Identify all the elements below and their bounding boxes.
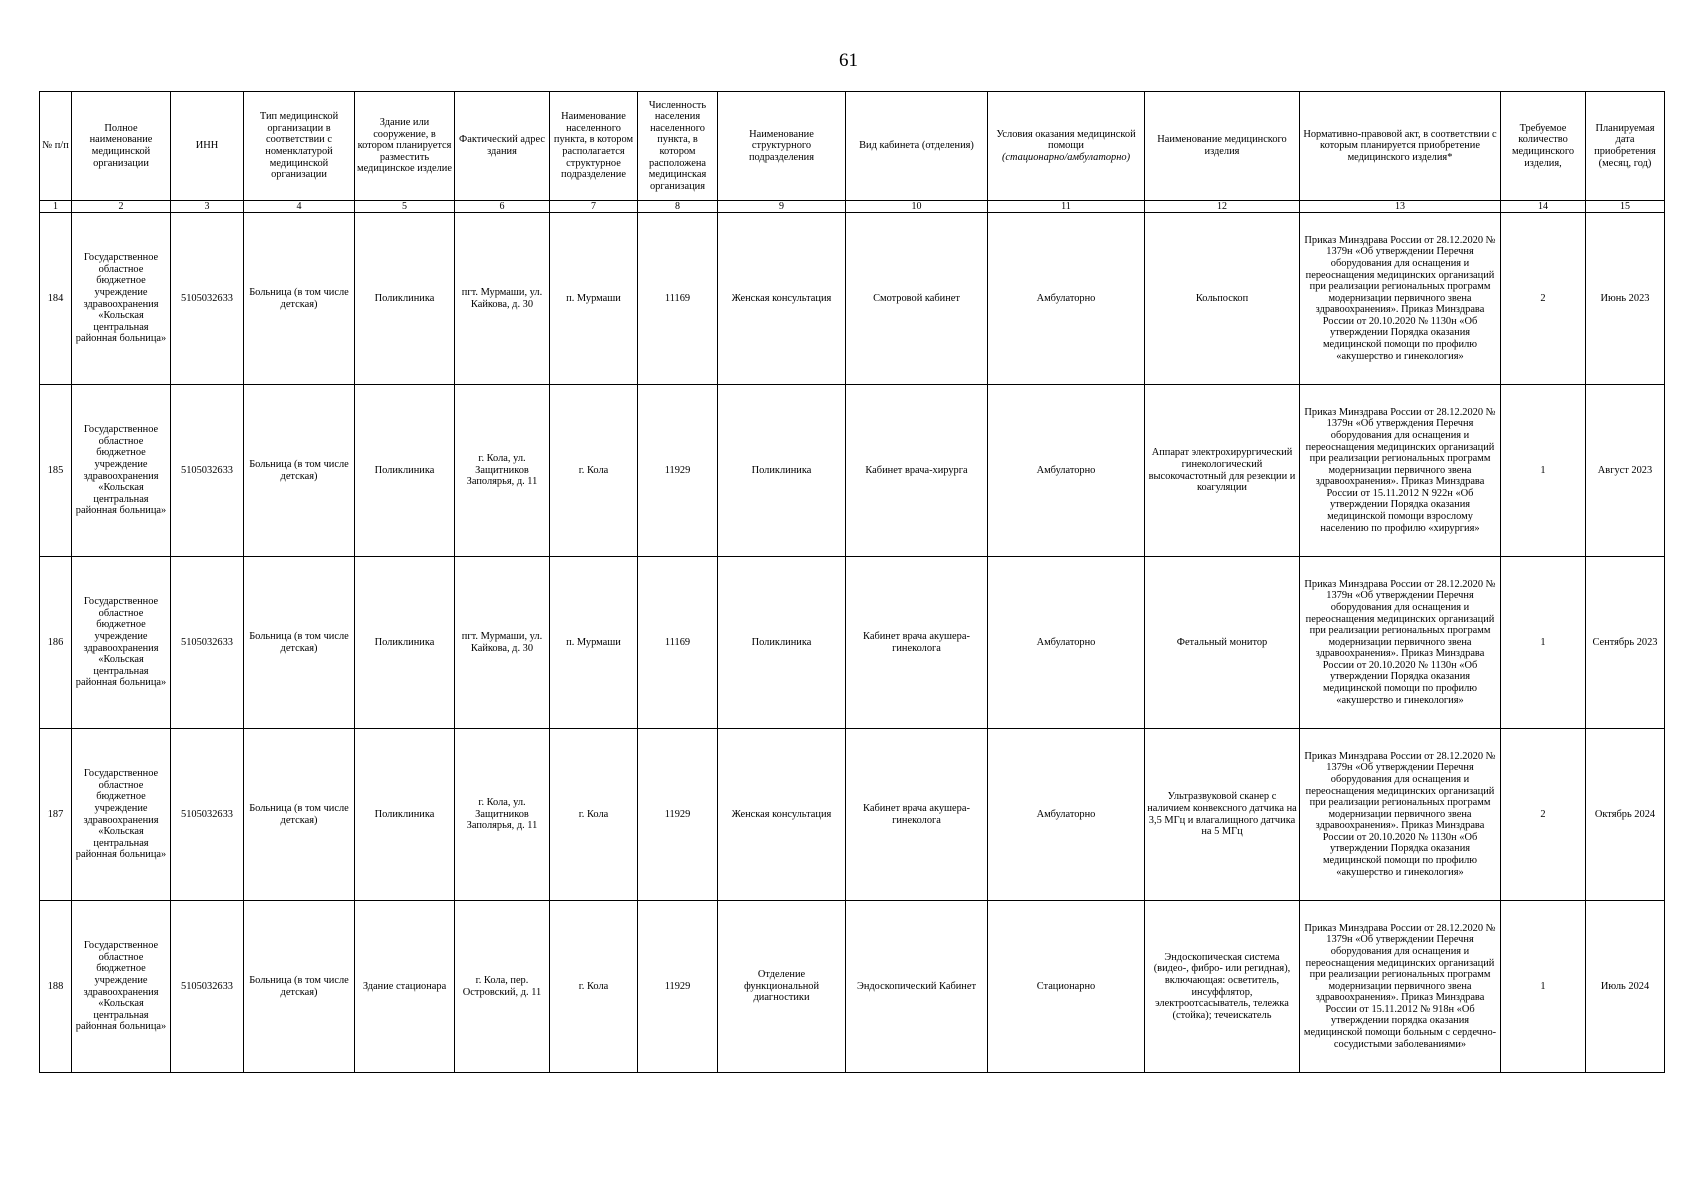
cell-date: Октябрь 2024 [1586, 729, 1665, 901]
cell-settlement: г. Кола [550, 901, 638, 1073]
header-cell-population: Численность населения населенного пункта, в котором расположена медицинская организация [638, 92, 718, 201]
cell-num: 185 [40, 385, 72, 557]
column-number: 10 [846, 201, 988, 213]
cell-unit: Отделение функциональной диагностики [718, 901, 846, 1073]
cell-building: Здание стационара [355, 901, 455, 1073]
cell-population: 11929 [638, 729, 718, 901]
cell-device: Ультразвуковой сканер с наличием конвексного датчика на 3,5 МГц и влагалищного датчика на 5 МГц [1145, 729, 1300, 901]
cell-device: Эндоскопическая система (видео-, фибро- или регидная), включающая: осветитель, инсуффлятор, электроотсасыватель, тележка (стойка); течеискатель [1145, 901, 1300, 1073]
cell-building: Поликлиника [355, 213, 455, 385]
column-number: 3 [171, 201, 244, 213]
header-cell-type: Тип медицинской организации в соответствии с номенклатурой медицинской организации [244, 92, 355, 201]
cell-org: Государственное областное бюджетное учреждение здравоохранения «Кольская центральная районная больница» [72, 385, 171, 557]
column-number: 14 [1501, 201, 1586, 213]
cell-law: Приказ Минздрава России от 28.12.2020 № 1379н «Об утверждении Перечня оборудования для оснащения и переоснащения медицинских организаций при реализации региональных программ модернизации первичного звена здравоохранения». Приказ Минздрава России от 20.10.2020 № 1130н «Об утверждении Порядка оказания медицинской помощи по профилю «акушерство и гинекология» [1300, 557, 1501, 729]
cell-date: Сентябрь 2023 [1586, 557, 1665, 729]
header-cell-conditions [988, 92, 1145, 201]
table-row [40, 901, 1665, 1073]
header-conditions-note: (стационарно/амбулаторно) [1001, 151, 1131, 163]
column-number: 4 [244, 201, 355, 213]
cell-device: Кольпоскоп [1145, 213, 1300, 385]
cell-address: г. Кола, ул. Защитников Заполярья, д. 11 [455, 385, 550, 557]
column-number: 5 [355, 201, 455, 213]
cell-population: 11169 [638, 557, 718, 729]
page-number: 61 [839, 50, 858, 71]
header-cell-settlement: Наименование населенного пункта, в котором располагается структурное подразделение [550, 92, 638, 201]
column-number: 9 [718, 201, 846, 213]
header-cell-address: Фактический адрес здания [455, 92, 550, 201]
cell-org: Государственное областное бюджетное учреждение здравоохранения «Кольская центральная районная больница» [72, 729, 171, 901]
cell-settlement: п. Мурмаши [550, 213, 638, 385]
cell-settlement: г. Кола [550, 385, 638, 557]
cell-type: Больница (в том числе детская) [244, 729, 355, 901]
cell-inn: 5105032633 [171, 385, 244, 557]
cell-address: пгт. Мурмаши, ул. Кайкова, д. 30 [455, 213, 550, 385]
header-row [40, 92, 1665, 201]
cell-conditions: Амбулаторно [988, 557, 1145, 729]
cell-settlement: г. Кола [550, 729, 638, 901]
table-row [40, 557, 1665, 729]
cell-device: Фетальный монитор [1145, 557, 1300, 729]
column-number: 15 [1586, 201, 1665, 213]
cell-date: Июнь 2023 [1586, 213, 1665, 385]
cell-qty: 2 [1501, 729, 1586, 901]
column-number: 11 [988, 201, 1145, 213]
column-number: 1 [40, 201, 72, 213]
equipment-table [39, 91, 1665, 1073]
header-cell-inn: ИНН [171, 92, 244, 201]
cell-unit: Женская консультация [718, 213, 846, 385]
header-cell-org: Полное наименование медицинской организации [72, 92, 171, 201]
cell-type: Больница (в том числе детская) [244, 213, 355, 385]
cell-conditions: Стационарно [988, 901, 1145, 1073]
cell-cabinet: Смотровой кабинет [846, 213, 988, 385]
cell-num: 188 [40, 901, 72, 1073]
cell-settlement: п. Мурмаши [550, 557, 638, 729]
header-cell-num: № п/п [40, 92, 72, 201]
cell-law: Приказ Минздрава России от 28.12.2020 № 1379н «Об утверждении Перечня оборудования для оснащения и переоснащения медицинских организаций при реализации региональных программ модернизации первичного звена здравоохранения». Приказ Минздрава России от 20.10.2020 № 1130н «Об утверждении Порядка оказания медицинской помощи по профилю «акушерство и гинекология» [1300, 213, 1501, 385]
cell-inn: 5105032633 [171, 901, 244, 1073]
cell-num: 184 [40, 213, 72, 385]
cell-cabinet: Кабинет врача-хирурга [846, 385, 988, 557]
column-number-row [40, 201, 1665, 213]
cell-org: Государственное областное бюджетное учреждение здравоохранения «Кольская центральная районная больница» [72, 901, 171, 1073]
cell-conditions: Амбулаторно [988, 729, 1145, 901]
header-cell-cabinet: Вид кабинета (отделения) [846, 92, 988, 201]
header-cell-device: Наименование медицинского изделия [1145, 92, 1300, 201]
cell-date: Август 2023 [1586, 385, 1665, 557]
cell-unit: Поликлиника [718, 557, 846, 729]
cell-conditions: Амбулаторно [988, 385, 1145, 557]
column-number: 2 [72, 201, 171, 213]
cell-building: Поликлиника [355, 557, 455, 729]
cell-type: Больница (в том числе детская) [244, 385, 355, 557]
cell-address: г. Кола, пер. Островский, д. 11 [455, 901, 550, 1073]
cell-qty: 1 [1501, 901, 1586, 1073]
header-cell-date: Планируемая дата приобретения (месяц, год) [1586, 92, 1665, 201]
cell-conditions: Амбулаторно [988, 213, 1145, 385]
column-number: 12 [1145, 201, 1300, 213]
cell-org: Государственное областное бюджетное учреждение здравоохранения «Кольская центральная районная больница» [72, 557, 171, 729]
column-number: 13 [1300, 201, 1501, 213]
cell-qty: 1 [1501, 557, 1586, 729]
cell-population: 11929 [638, 901, 718, 1073]
cell-inn: 5105032633 [171, 729, 244, 901]
table-row [40, 213, 1665, 385]
table-row [40, 729, 1665, 901]
column-number: 8 [638, 201, 718, 213]
cell-law: Приказ Минздрава России от 28.12.2020 № 1379н «Об утверждении Перечня оборудования для оснащения и переоснащения медицинских организаций при реализации региональных программ модернизации первичного звена здравоохранения». Приказ Минздрава России от 20.10.2020 № 1130н «Об утверждении Порядка оказания медицинской помощи по профилю «акушерство и гинекология» [1300, 729, 1501, 901]
header-cell-unit: Наименование структурного подразделения [718, 92, 846, 201]
cell-address: пгт. Мурмаши, ул. Кайкова, д. 30 [455, 557, 550, 729]
cell-building: Поликлиника [355, 385, 455, 557]
cell-device: Аппарат электрохирургический гинекологический высокочастотный для резекции и коагуляции [1145, 385, 1300, 557]
cell-type: Больница (в том числе детская) [244, 901, 355, 1073]
column-number: 6 [455, 201, 550, 213]
header-cell-qty: Требуемое количество медицинского изделия, [1501, 92, 1586, 201]
cell-law: Приказ Минздрава России от 28.12.2020 № 1379н «Об утверждении Перечня оборудования для оснащения и переоснащения медицинских организаций при реализации региональных программ модернизации первичного звена здравоохранения». Приказ Минздрава России от 15.11.2012 № 918н «Об утверждении порядка оказания медицинской помощи больным с сердечно-сосудистыми заболеваниями» [1300, 901, 1501, 1073]
header-conditions-label: Условия оказания медицинской помощи [996, 128, 1136, 152]
header-cell-building: Здание или сооружение, в котором планируется разместить медицинское изделие [355, 92, 455, 201]
cell-num: 187 [40, 729, 72, 901]
cell-building: Поликлиника [355, 729, 455, 901]
cell-type: Больница (в том числе детская) [244, 557, 355, 729]
header-cell-law: Нормативно-правовой акт, в соответствии с которым планируется приобретение медицинского изделия* [1300, 92, 1501, 201]
column-number: 7 [550, 201, 638, 213]
cell-cabinet: Кабинет врача акушера-гинеколога [846, 557, 988, 729]
cell-population: 11929 [638, 385, 718, 557]
cell-unit: Поликлиника [718, 385, 846, 557]
cell-law: Приказ Минздрава России от 28.12.2020 № 1379н «Об утверждения Перечня оборудования для оснащения и переоснащения медицинских организаций при реализации региональных программ модернизации первичного звена здравоохранения». Приказ Минздрава России от 15.11.2012 N 922н «Об утверждении Порядка оказания медицинской помощи взрослому населению по профилю «хирургия» [1300, 385, 1501, 557]
cell-population: 11169 [638, 213, 718, 385]
cell-org: Государственное областное бюджетное учреждение здравоохранения «Кольская центральная районная больница» [72, 213, 171, 385]
cell-qty: 1 [1501, 385, 1586, 557]
cell-qty: 2 [1501, 213, 1586, 385]
cell-cabinet: Кабинет врача акушера-гинеколога [846, 729, 988, 901]
cell-unit: Женская консультация [718, 729, 846, 901]
cell-inn: 5105032633 [171, 557, 244, 729]
cell-date: Июль 2024 [1586, 901, 1665, 1073]
table-row [40, 385, 1665, 557]
cell-num: 186 [40, 557, 72, 729]
cell-address: г. Кола, ул. Защитников Заполярья, д. 11 [455, 729, 550, 901]
cell-inn: 5105032633 [171, 213, 244, 385]
cell-cabinet: Эндоскопический Кабинет [846, 901, 988, 1073]
